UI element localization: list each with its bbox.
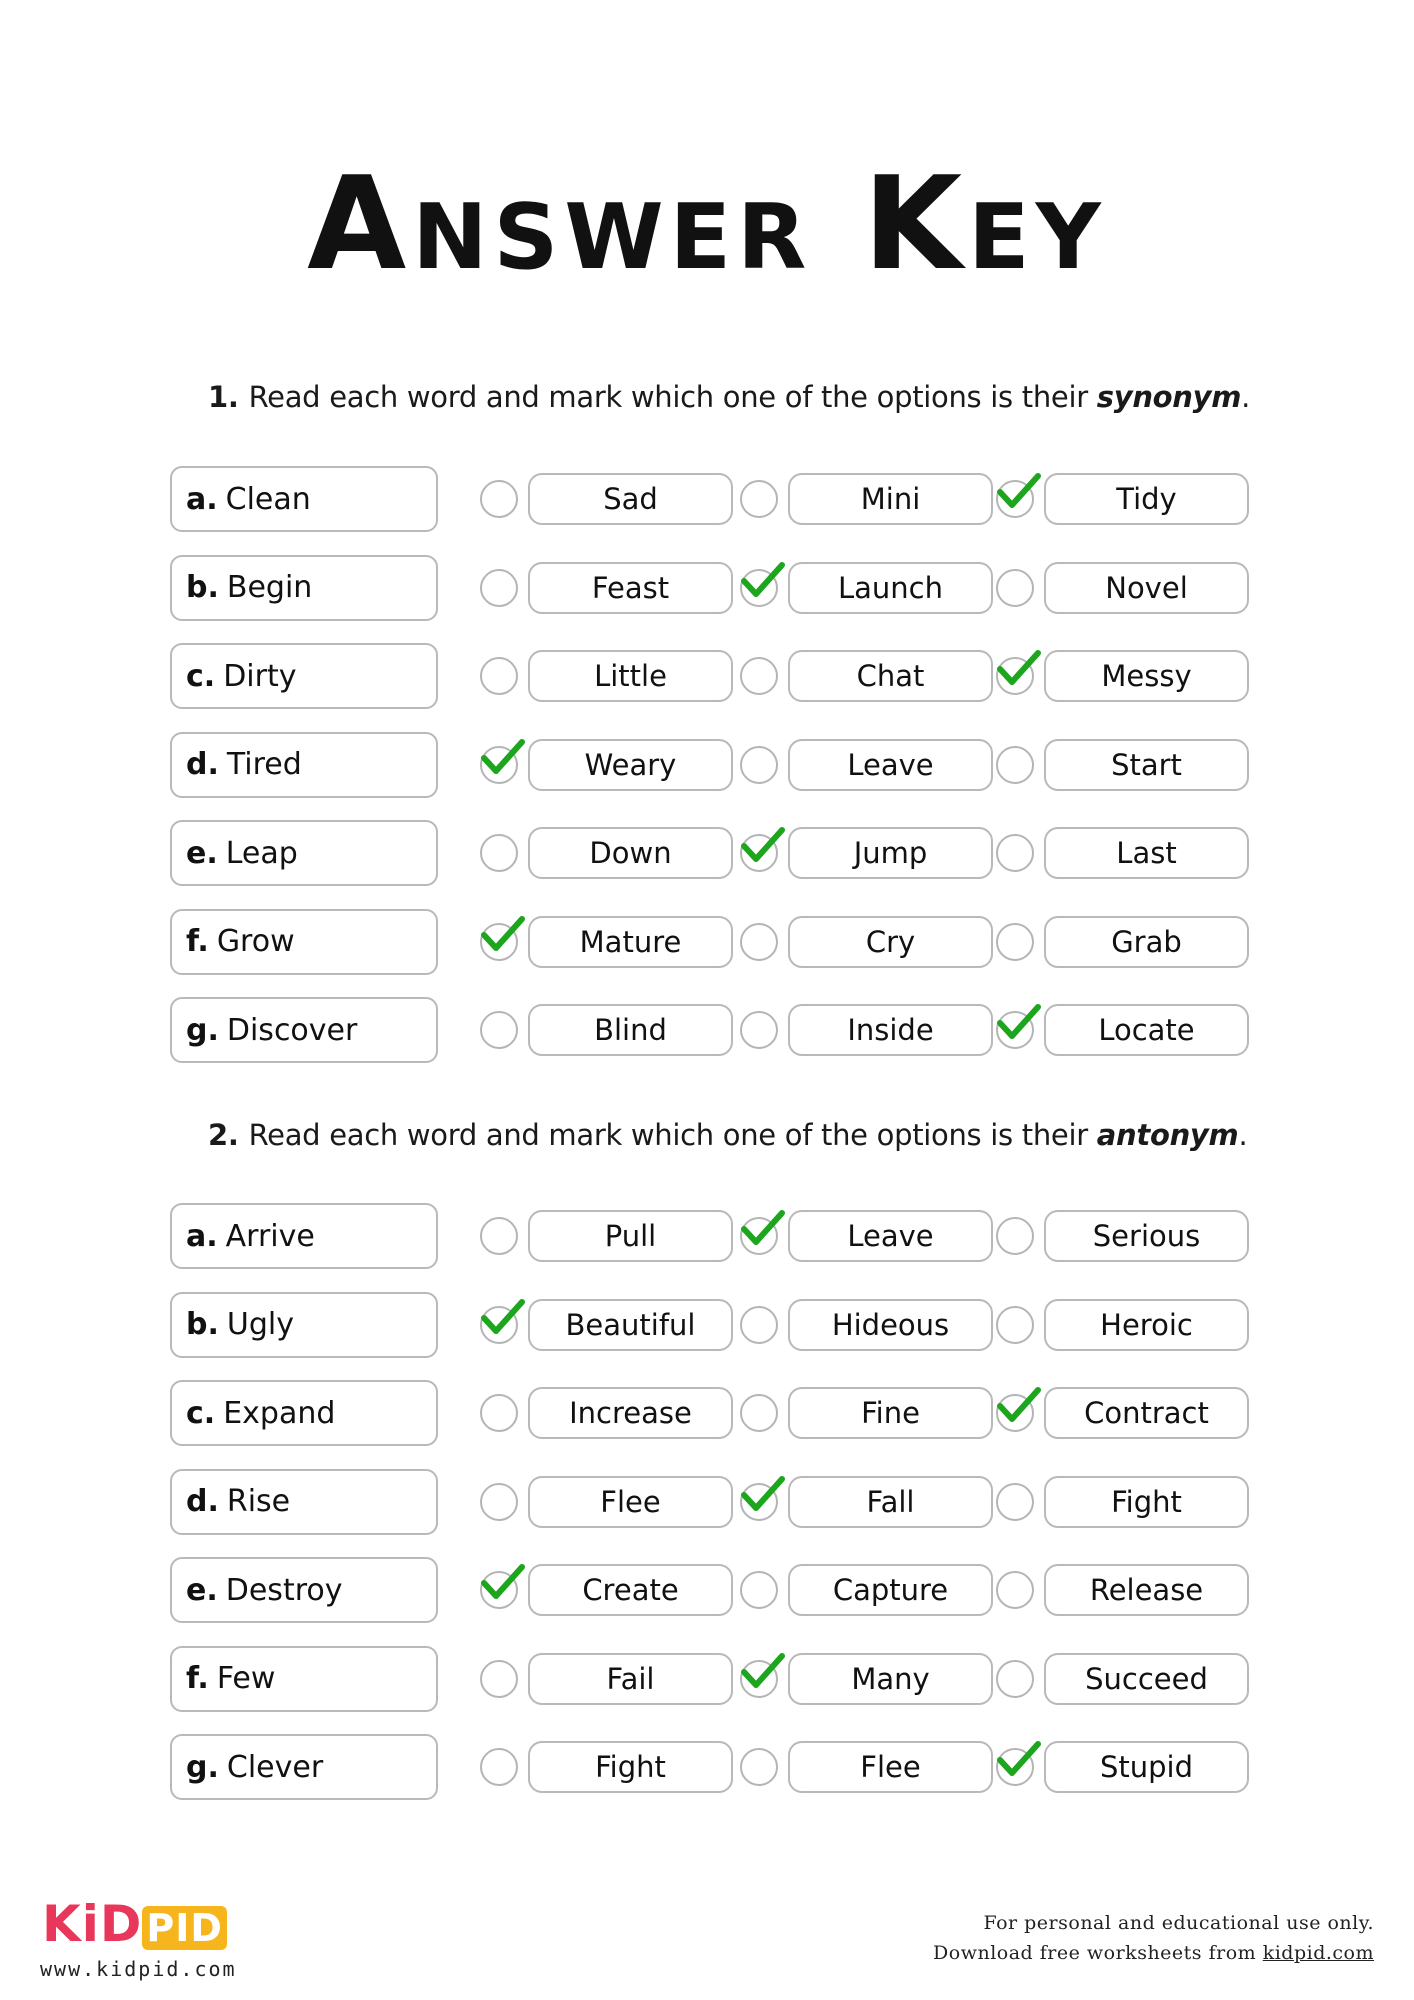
footer-note-prefix: Download free worksheets from [933, 1942, 1263, 1964]
logo-kid: KiD [42, 1895, 143, 1953]
item-letter: d. [186, 1484, 219, 1519]
word-box [170, 1380, 438, 1446]
option-box[interactable]: Many [788, 1653, 993, 1705]
option-box[interactable]: Leave [788, 1210, 993, 1262]
option-radio[interactable] [996, 923, 1034, 961]
option-box[interactable]: Fall [788, 1476, 993, 1528]
item-letter: b. [186, 1307, 219, 1342]
item-word: Arrive [225, 1218, 315, 1254]
option-radio[interactable] [740, 1571, 778, 1609]
item-letter: a. [186, 481, 218, 517]
exercise-prompt: Read each word and mark which one of the options is their [248, 380, 1088, 414]
option-radio[interactable] [740, 1011, 778, 1049]
option-radio[interactable] [740, 834, 778, 872]
option-box[interactable]: Last [1044, 827, 1249, 879]
option-radio[interactable] [740, 1748, 778, 1786]
option-radio[interactable] [996, 1483, 1034, 1521]
option-radio[interactable] [480, 1571, 518, 1609]
item-word: Tired [226, 747, 302, 782]
option-radio[interactable] [996, 1011, 1034, 1049]
item-letter: g. [186, 1012, 219, 1048]
option-radio[interactable] [480, 1660, 518, 1698]
exercise-number: 1. [208, 380, 239, 414]
item-word: Clean [225, 481, 311, 517]
word-box [170, 732, 438, 798]
item-letter: e. [186, 835, 218, 871]
option-box[interactable]: Create [528, 1564, 733, 1616]
option-radio[interactable] [480, 1217, 518, 1255]
exercise-end: . [1241, 380, 1251, 414]
option-radio[interactable] [996, 569, 1034, 607]
word-box [170, 1469, 438, 1535]
word-box [170, 1203, 438, 1269]
option-radio[interactable] [480, 1306, 518, 1344]
option-box[interactable]: Capture [788, 1564, 993, 1616]
option-box[interactable]: Feast [528, 562, 733, 614]
word-box [170, 466, 438, 532]
option-box[interactable]: Succeed [1044, 1653, 1249, 1705]
option-box[interactable]: Pull [528, 1210, 733, 1262]
option-radio[interactable] [740, 746, 778, 784]
option-box[interactable]: Flee [528, 1476, 733, 1528]
option-box[interactable]: Weary [528, 739, 733, 791]
exercise-end: . [1238, 1118, 1248, 1152]
item-letter: d. [186, 747, 219, 782]
option-box[interactable]: Messy [1044, 650, 1249, 702]
option-radio[interactable] [740, 923, 778, 961]
option-radio[interactable] [480, 657, 518, 695]
option-box[interactable]: Fight [528, 1741, 733, 1793]
exercise-1-instruction [208, 380, 1250, 414]
footer-url: www.kidpid.com [40, 1957, 237, 1981]
exercise-prompt: Read each word and mark which one of the options is their [248, 1118, 1088, 1152]
option-radio[interactable] [740, 657, 778, 695]
word-box [170, 997, 438, 1063]
option-radio[interactable] [480, 480, 518, 518]
option-radio[interactable] [480, 834, 518, 872]
exercise-number: 2. [208, 1118, 239, 1152]
option-radio[interactable] [996, 1571, 1034, 1609]
option-radio[interactable] [480, 569, 518, 607]
option-box[interactable]: Mini [788, 473, 993, 525]
item-word: Leap [225, 835, 298, 871]
option-radio[interactable] [996, 657, 1034, 695]
item-word: Expand [223, 1395, 336, 1431]
option-radio[interactable] [740, 480, 778, 518]
exercise-2-instruction [208, 1118, 1247, 1152]
exercise-keyword: antonym [1096, 1118, 1239, 1152]
item-letter: b. [186, 570, 219, 605]
option-box[interactable]: Jump [788, 827, 993, 879]
word-box [170, 643, 438, 709]
option-box[interactable]: Locate [1044, 1004, 1249, 1056]
option-box[interactable]: Hideous [788, 1299, 993, 1351]
item-word: Destroy [225, 1572, 343, 1608]
item-letter: f. [186, 1661, 209, 1696]
option-box[interactable]: Down [528, 827, 733, 879]
exercise-keyword: synonym [1096, 380, 1242, 414]
item-word: Ugly [226, 1307, 294, 1342]
option-radio[interactable] [996, 1306, 1034, 1344]
option-radio[interactable] [480, 1483, 518, 1521]
option-box[interactable]: Mature [528, 916, 733, 968]
option-box[interactable]: Launch [788, 562, 993, 614]
option-box[interactable]: Increase [528, 1387, 733, 1439]
item-word: Grow [216, 924, 295, 959]
option-box[interactable]: Fine [788, 1387, 993, 1439]
option-box[interactable]: Leave [788, 739, 993, 791]
option-radio[interactable] [480, 746, 518, 784]
option-radio[interactable] [740, 569, 778, 607]
option-radio[interactable] [996, 1748, 1034, 1786]
item-word: Few [216, 1661, 276, 1696]
word-box [170, 1557, 438, 1623]
logo-pid: PID [142, 1906, 227, 1950]
item-letter: g. [186, 1749, 219, 1785]
option-box[interactable]: Release [1044, 1564, 1249, 1616]
item-word: Begin [226, 570, 313, 605]
option-radio[interactable] [996, 746, 1034, 784]
option-box[interactable]: Grab [1044, 916, 1249, 968]
footer-note [933, 1908, 1374, 1968]
option-radio[interactable] [480, 1394, 518, 1432]
option-radio[interactable] [996, 1217, 1034, 1255]
option-box[interactable]: Start [1044, 739, 1249, 791]
option-box[interactable]: Novel [1044, 562, 1249, 614]
footer-note-line2 [933, 1938, 1374, 1968]
word-box [170, 909, 438, 975]
option-box[interactable]: Fight [1044, 1476, 1249, 1528]
option-box[interactable]: Flee [788, 1741, 993, 1793]
option-radio[interactable] [996, 480, 1034, 518]
footer-link[interactable]: kidpid.com [1262, 1942, 1374, 1964]
option-radio[interactable] [480, 923, 518, 961]
option-radio[interactable] [740, 1394, 778, 1432]
option-box[interactable]: Heroic [1044, 1299, 1249, 1351]
item-word: Rise [226, 1484, 291, 1519]
item-letter: f. [186, 924, 209, 959]
word-box [170, 1734, 438, 1800]
option-box[interactable]: Contract [1044, 1387, 1249, 1439]
item-word: Discover [226, 1012, 358, 1048]
option-box[interactable]: Cry [788, 916, 993, 968]
word-box [170, 1292, 438, 1358]
option-box[interactable]: Fail [528, 1653, 733, 1705]
kidpid-logo [42, 1895, 227, 1953]
word-box [170, 1646, 438, 1712]
option-box[interactable]: Inside [788, 1004, 993, 1056]
option-radio[interactable] [480, 1748, 518, 1786]
option-radio[interactable] [996, 1394, 1034, 1432]
option-box[interactable]: Little [528, 650, 733, 702]
option-box[interactable]: Serious [1044, 1210, 1249, 1262]
option-box[interactable]: Tidy [1044, 473, 1249, 525]
option-radio[interactable] [996, 1660, 1034, 1698]
item-letter: a. [186, 1218, 218, 1254]
item-letter: e. [186, 1572, 218, 1608]
item-letter: c. [186, 658, 216, 694]
page-title: Answer Key [307, 150, 1107, 299]
word-box [170, 820, 438, 886]
option-radio[interactable] [740, 1483, 778, 1521]
option-box[interactable]: Sad [528, 473, 733, 525]
option-radio[interactable] [740, 1217, 778, 1255]
option-box[interactable]: Chat [788, 650, 993, 702]
item-word: Dirty [223, 658, 297, 694]
option-radio[interactable] [740, 1660, 778, 1698]
word-box [170, 555, 438, 621]
option-box[interactable]: Stupid [1044, 1741, 1249, 1793]
option-radio[interactable] [740, 1306, 778, 1344]
item-letter: c. [186, 1395, 216, 1431]
option-box[interactable]: Beautiful [528, 1299, 733, 1351]
footer-note-line1: For personal and educational use only. [983, 1912, 1374, 1934]
option-radio[interactable] [996, 834, 1034, 872]
option-radio[interactable] [480, 1011, 518, 1049]
item-word: Clever [226, 1749, 324, 1785]
option-box[interactable]: Blind [528, 1004, 733, 1056]
